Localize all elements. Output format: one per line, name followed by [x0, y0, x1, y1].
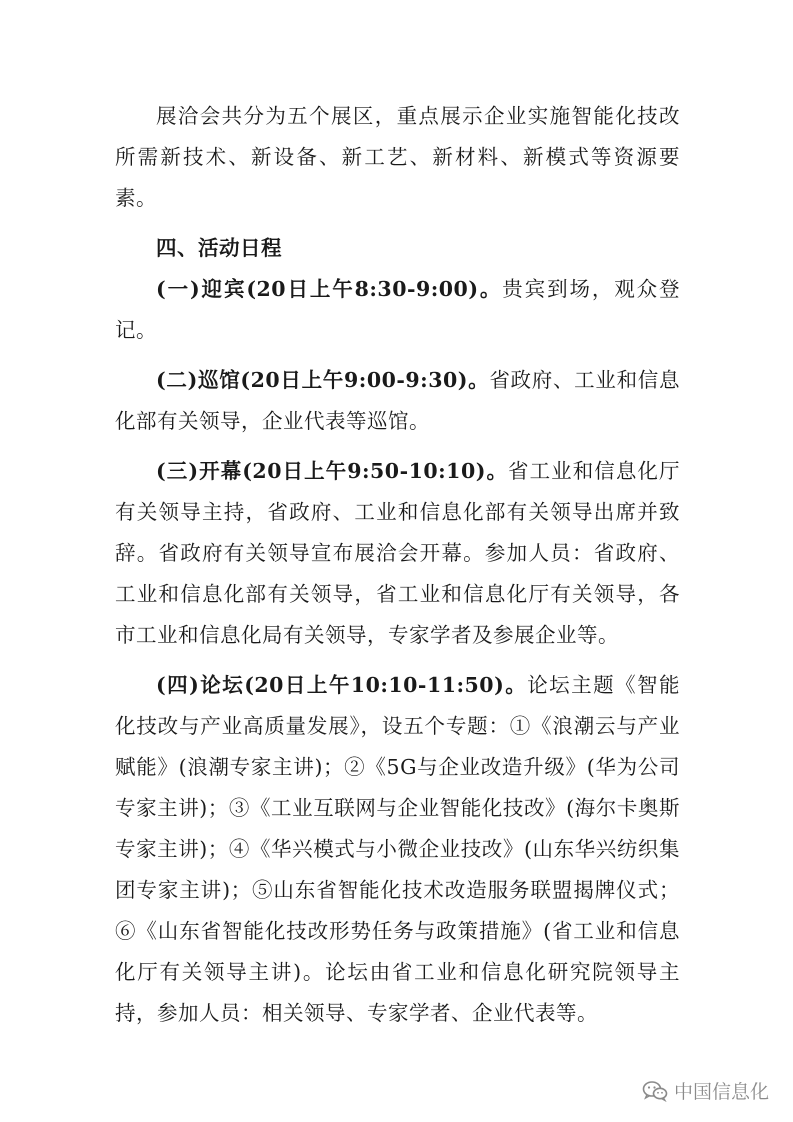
- document-body: [115, 96, 680, 1043]
- schedule-item-forum-body: 论坛主题《智能化技改与产业高质量发展》，设五个专题：①《浪潮云与产业赋能》(浪潮专家主讲)；②《5G与企业改造升级》(华为公司专家主讲)；③《工业互联网与企业智能化技改》(海尔卡奥斯专家主讲)；④《华兴模式与小微企业技改》(山东华兴纺织集团专家主讲)；⑤山东省智能化技术改造服务联盟揭牌仪式；⑥《山东省智能化技改形势任务与政策措施》(省工业和信息化厅有关领导主讲)。论坛由省工业和信息化研究院领导主持，参加人员：相关领导、专家学者、企业代表等。: [115, 673, 680, 1025]
- schedule-item-tour-body: 省政府、工业和信息化部有关领导，企业代表等巡馆。: [115, 368, 681, 433]
- schedule-item-forum: [115, 665, 680, 1034]
- schedule-item-welcome: [115, 269, 680, 351]
- watermark: [642, 1077, 769, 1104]
- intro-text: 展洽会共分为五个展区，重点展示企业实施智能化技改所需新技术、新设备、新工艺、新材料、新模式等资源要素。: [115, 104, 680, 210]
- schedule-item-forum-lead: (四)论坛(20日上午10:10-11:50)。: [156, 673, 528, 697]
- schedule-item-opening: [115, 451, 680, 656]
- watermark-text: 中国信息化: [673, 1081, 769, 1103]
- schedule-item-opening-body: 省工业和信息化厅有关领导主持，省政府、工业和信息化部有关领导出席并致辞。省政府有关领导宣布展洽会开幕。参加人员：省政府、工业和信息化部有关领导，省工业和信息化厅有关领导，各市工业和信息化局有关领导，专家学者及参展企业等。: [115, 459, 681, 647]
- schedule-item-tour-lead: (二)巡馆(20日上午9:00-9:30)。: [156, 368, 490, 392]
- wechat-icon: [642, 1080, 668, 1102]
- schedule-item-welcome-body: 贵宾到场，观众登记。: [115, 277, 680, 342]
- schedule-item-tour: [115, 360, 680, 442]
- intro-paragraph: [115, 96, 680, 219]
- schedule-item-opening-lead: (三)开幕(20日上午9:50-10:10)。: [156, 459, 509, 483]
- schedule-item-welcome-lead: (一)迎宾(20日上午8:30-9:00)。: [156, 277, 503, 301]
- section-heading: 四、活动日程: [156, 236, 282, 260]
